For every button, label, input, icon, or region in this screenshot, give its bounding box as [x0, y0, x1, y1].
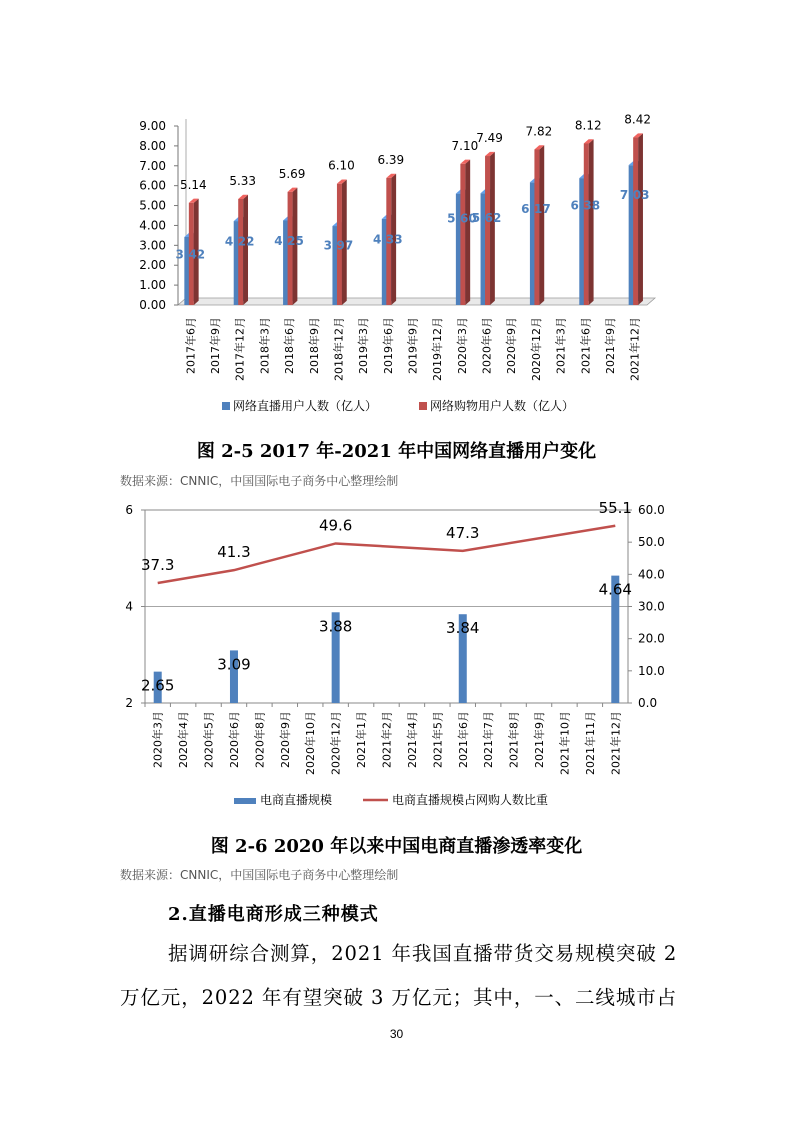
x-category-label: 2019年6月: [381, 317, 395, 374]
data-label-shopping-users: 5.33: [229, 173, 257, 188]
x-category-label: 2021年12月: [628, 317, 642, 381]
x-category-label: 2020年3月: [455, 317, 469, 374]
x-category-label: 2021年5月: [431, 711, 445, 768]
x-category-label: 2021年7月: [482, 711, 496, 768]
x-category-label: 2020年6月: [227, 711, 241, 768]
data-label-live-users: 4.25: [274, 233, 304, 248]
right-axis-label: 40.0: [638, 567, 665, 582]
bar-side-face: [243, 195, 248, 305]
y-tick-label: 9.00: [139, 119, 166, 133]
x-category-label: 2017年12月: [233, 317, 247, 381]
line-data-label: 49.6: [318, 516, 353, 535]
y-tick-label: 4.00: [139, 218, 166, 233]
x-category-label: 2018年12月: [332, 317, 346, 381]
x-category-label: 2021年11月: [583, 711, 597, 775]
x-category-label: 2021年9月: [533, 711, 547, 768]
body-paragraph-line-1: 据调研综合测算，2021 年我国直播带货交易规模突破 2: [168, 942, 678, 965]
x-category-label: 2020年9月: [505, 317, 519, 374]
bar-shopping-users: [633, 138, 638, 305]
data-label-live-users: 5.60: [447, 211, 477, 226]
x-category-label: 2021年4月: [405, 711, 419, 768]
x-category-label: 2021年1月: [355, 711, 369, 768]
figure-caption-2-6: 图 2-6 2020 年以来中国电商直播渗透率变化: [210, 836, 583, 857]
line-data-label: 47.3: [446, 523, 480, 542]
legend-swatch-live-users: [222, 402, 230, 410]
x-category-label: 2017年6月: [184, 317, 198, 374]
body-paragraph-line-2: 万亿元，2022 年有望突破 3 万亿元；其中，一、二线城市占: [120, 986, 678, 1009]
left-axis-label: 4: [125, 599, 133, 614]
x-category-label: 2019年9月: [406, 317, 420, 374]
y-tick-label: 7.00: [139, 158, 166, 173]
legend-swatch-bar: [234, 798, 256, 804]
x-category-label: 2021年10月: [558, 711, 572, 775]
bar-data-label: 4.64: [598, 580, 632, 599]
bar-shopping-users: [485, 156, 490, 305]
x-category-label: 2020年4月: [177, 711, 191, 768]
data-label-live-users: 3.42: [175, 247, 206, 262]
source-note-fig-2-5: 数据来源：CNNIC，中国国际电子商务中心整理绘制: [120, 474, 399, 488]
data-label-live-users: 7.03: [619, 187, 650, 202]
page-number: 30: [389, 1027, 404, 1041]
right-axis-label: 0.0: [638, 696, 658, 710]
x-category-label: 2021年3月: [554, 317, 568, 374]
data-label-shopping-users: 8.42: [624, 112, 652, 127]
x-category-label: 2019年12月: [431, 317, 445, 381]
y-tick-label: 8.00: [139, 138, 166, 153]
data-label-shopping-users: 5.14: [179, 177, 207, 192]
bar-data-label: 2.65: [141, 676, 175, 695]
data-label-live-users: 6.38: [570, 198, 601, 213]
data-label-shopping-users: 7.10: [451, 138, 479, 153]
data-label-shopping-users: 8.12: [574, 118, 602, 133]
bar-data-label: 3.84: [446, 619, 480, 638]
y-tick-label: 0.00: [139, 298, 166, 312]
legend-label-shopping-users: 网络购物用户人数（亿人）: [430, 399, 575, 413]
bar-live-users: [456, 194, 461, 305]
x-category-label: 2020年5月: [202, 711, 216, 768]
bar-side-face: [638, 133, 643, 305]
section-heading: 2.直播电商形成三种模式: [168, 904, 379, 925]
x-category-label: 2021年8月: [507, 711, 521, 768]
bar-shopping-users: [584, 144, 589, 305]
x-category-label: 2021年9月: [603, 317, 617, 374]
x-category-label: 2018年3月: [258, 317, 272, 374]
x-category-label: 2019年3月: [357, 317, 371, 374]
data-label-live-users: 4.22: [224, 234, 255, 249]
right-axis-label: 50.0: [638, 535, 665, 550]
y-tick-label: 2.00: [139, 258, 166, 273]
x-category-label: 2018年9月: [307, 317, 321, 374]
data-label-shopping-users: 5.69: [278, 166, 306, 181]
x-category-label: 2020年12月: [329, 711, 343, 775]
source-note-fig-2-6: 数据来源：CNNIC，中国国际电子商务中心整理绘制: [120, 868, 399, 882]
x-category-label: 2020年9月: [278, 711, 292, 768]
data-label-live-users: 4.33: [373, 232, 403, 247]
data-label-shopping-users: 7.49: [476, 131, 503, 146]
left-axis-label: 2: [125, 696, 133, 710]
x-category-label: 2020年3月: [151, 711, 165, 768]
bar-live-users: [530, 182, 535, 305]
right-axis-label: 10.0: [638, 663, 665, 678]
legend-label-bar: 电商直播规模: [260, 793, 333, 807]
y-tick-label: 3.00: [139, 238, 166, 253]
bar-side-face: [465, 160, 470, 305]
x-category-label: 2020年10月: [304, 711, 318, 775]
data-label-shopping-users: 6.10: [328, 158, 355, 173]
y-tick-label: 1.00: [139, 278, 166, 293]
y-tick-label: 5.00: [139, 198, 166, 213]
right-axis-label: 20.0: [638, 631, 665, 646]
bar-shopping-users: [238, 199, 243, 305]
y-tick-label: 6.00: [139, 178, 166, 193]
right-axis-label: 60.0: [638, 503, 665, 517]
line-data-label: 41.3: [217, 543, 251, 562]
legend-swatch-shopping-users: [419, 402, 427, 410]
x-category-label: 2021年2月: [380, 711, 394, 768]
bar-shopping-users: [534, 149, 539, 305]
x-category-label: 2021年12月: [609, 711, 623, 775]
data-label-live-users: 5.62: [471, 211, 502, 226]
data-label-shopping-users: 7.82: [525, 124, 553, 139]
bar-shopping-users: [288, 192, 293, 305]
x-category-label: 2021年6月: [579, 317, 593, 374]
figure-caption-2-5: 图 2-5 2017 年-2021 年中国网络直播用户变化: [196, 441, 597, 462]
bar-data-label: 3.88: [318, 617, 353, 636]
bar-live-users: [579, 178, 584, 305]
bar-data-label: 3.09: [217, 655, 251, 674]
bar-live-users: [629, 165, 634, 305]
bar-shopping-users: [460, 164, 465, 305]
ecommerce-live-penetration-chart: [0, 497, 793, 817]
x-category-label: 2020年6月: [480, 316, 494, 374]
data-label-live-users: 3.97: [323, 238, 354, 253]
legend-label-line: 电商直播规模占网购人数比重: [392, 793, 549, 807]
line-data-label: 55.1: [598, 498, 632, 517]
bar-side-face: [539, 145, 544, 305]
legend-label-live-users: 网络直播用户人数（亿人）: [233, 399, 378, 413]
x-category-label: 2018年6月: [283, 317, 297, 374]
bar-side-face: [589, 139, 594, 305]
live-streaming-users-chart: [0, 105, 793, 435]
bar-side-face: [490, 152, 495, 305]
x-category-label: 2017年9月: [209, 317, 223, 374]
data-label-shopping-users: 6.39: [377, 152, 405, 167]
line-data-label: 37.3: [141, 556, 175, 575]
x-category-label: 2020年12月: [529, 317, 543, 381]
x-category-label: 2020年8月: [253, 711, 267, 768]
bar-live-users: [481, 193, 486, 305]
right-axis-label: 30.0: [638, 599, 665, 614]
x-category-label: 2021年6月: [456, 711, 470, 768]
data-label-live-users: 6.17: [521, 202, 551, 217]
left-axis-label: 6: [125, 503, 133, 517]
